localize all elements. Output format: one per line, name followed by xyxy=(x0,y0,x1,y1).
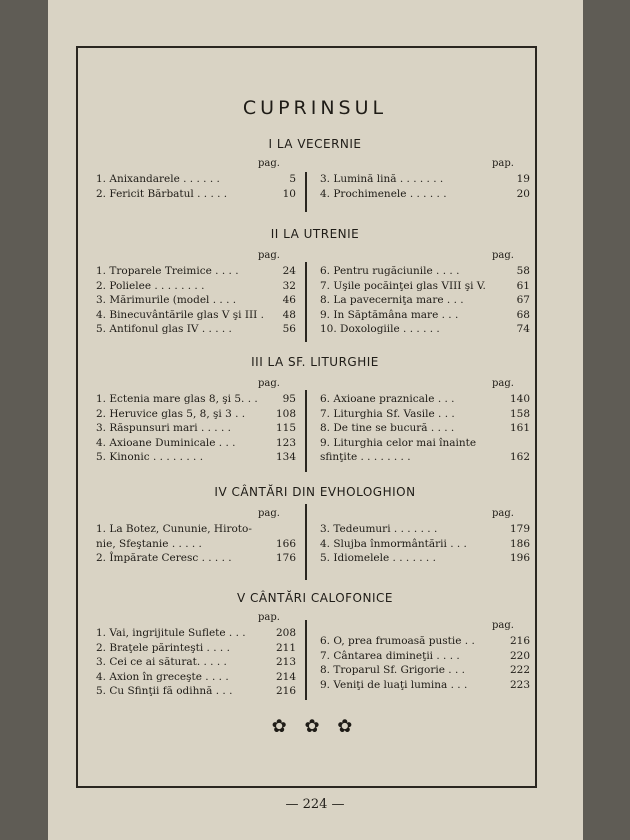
section-4-left xyxy=(96,508,296,566)
section-heading-3: III LA SF. LITURGHIE xyxy=(251,355,379,369)
toc-entry: 4. Slujba înmormântării . . . 186 xyxy=(320,537,530,550)
section-5-left xyxy=(96,612,296,699)
section-heading-5: V CÂNTĂRI CALOFONICE xyxy=(237,591,393,605)
page-title: CUPRINSUL xyxy=(242,97,388,119)
section-2-right xyxy=(320,250,530,337)
toc-entry: 1. Troparele Treimice . . . . 24 xyxy=(96,265,296,277)
toc-entry: 5. Idiomelele . . . . . . . 196 xyxy=(320,552,530,565)
toc-entry: 8. De tine se bucură . . . . 161 xyxy=(320,422,530,435)
section-2-left xyxy=(96,250,296,337)
toc-entry: 3. Mărimurile (model . . . . 46 xyxy=(96,294,296,307)
page-number: — 224 — xyxy=(285,797,345,812)
section-1-right xyxy=(320,158,530,201)
toc-entry: 3. Lumină lină . . . . . . . 19 xyxy=(320,173,530,185)
toc-entry: 2. Braţele părinteşti . . . . 211 xyxy=(96,641,296,654)
pag-label: pap. xyxy=(492,158,514,169)
toc-entry: 3. Tedeumuri . . . . . . . 179 xyxy=(320,523,530,535)
toc-entry: 8. La pavecerniţa mare . . . 67 xyxy=(320,294,530,307)
toc-entry: 9. In Săptămâna mare . . . 68 xyxy=(320,308,530,321)
toc-entry: 1. Anixandarele . . . . . . 5 xyxy=(96,173,296,185)
toc-entry: 1. Ectenia mare glas 8, şi 5. . . 95 xyxy=(96,393,296,405)
toc-entry: 3. Răspunsuri mari . . . . . 115 xyxy=(96,422,296,435)
toc-entry: 1. La Botez, Cununie, Hiroto- xyxy=(96,523,252,535)
pag-label: pag. xyxy=(258,508,280,519)
toc-entry: 9. Liturghia celor mai înainte xyxy=(320,436,477,449)
section-4-right xyxy=(320,508,530,566)
column-divider xyxy=(305,504,307,580)
pag-label: pap. xyxy=(258,612,280,623)
flourish-ornament-icon: ✿ ✿ ✿ xyxy=(271,716,359,737)
column-divider xyxy=(305,390,307,472)
pag-label: pag. xyxy=(258,250,280,261)
section-1-left xyxy=(96,158,296,201)
toc-entry: 7. Cântarea dimineţii . . . . 220 xyxy=(320,649,530,662)
toc-entry: 6. Pentru rugăciunile . . . . 58 xyxy=(320,265,530,277)
toc-entry: 5. Cu Sfinţii fă odihnă . . . 216 xyxy=(96,685,296,698)
toc-entry: 6. Axioane praznicale . . . 140 xyxy=(320,393,530,405)
toc-entry: nie, Sfeştanie . . . . . 166 xyxy=(96,537,296,550)
column-divider xyxy=(305,620,307,700)
toc-entry: 5. Kinonic . . . . . . . . 134 xyxy=(96,451,296,464)
toc-entry: 7. Liturghia Sf. Vasile . . . 158 xyxy=(320,407,530,420)
pag-label: pag. xyxy=(492,250,514,261)
toc-entry: 7. Uşile pocăinţei glas VIII şi V. 61 xyxy=(320,279,530,292)
toc-entry: 10. Doxologiile . . . . . . 74 xyxy=(320,323,530,336)
toc-entry: 6. O, prea frumoasă pustie . . 216 xyxy=(320,635,530,647)
toc-entry: 4. Prochimenele . . . . . . 20 xyxy=(320,187,530,200)
pag-label: pag. xyxy=(258,158,280,169)
toc-entry: 8. Troparul Sf. Grigorie . . . 222 xyxy=(320,664,530,677)
section-3-left xyxy=(96,378,296,465)
section-heading-2: II LA UTRENIE xyxy=(270,227,360,241)
pag-label: pag. xyxy=(492,378,514,389)
section-5-right xyxy=(320,620,530,692)
toc-entry: 4. Binecuvântările glas V şi III . 48 xyxy=(96,308,296,321)
toc-entry: 9. Veniţi de luaţi lumina . . . 223 xyxy=(320,678,530,691)
section-3-right xyxy=(320,378,530,465)
column-divider xyxy=(305,172,307,212)
toc-entry: 2. Împărate Ceresc . . . . . 176 xyxy=(96,552,296,565)
toc-entry: 1. Vai, ingrijitule Suflete . . . 208 xyxy=(96,627,296,639)
pag-label: pag. xyxy=(258,378,280,389)
toc-entry: 2. Fericit Bărbatul . . . . . 10 xyxy=(96,187,296,200)
pag-label: pag. xyxy=(492,508,514,519)
toc-entry: sfinţite . . . . . . . . 162 xyxy=(320,451,530,464)
section-heading-4: IV CÂNTĂRI DIN EVHOLOGHION xyxy=(214,485,416,499)
toc-entry: 3. Cei ce ai săturat. . . . . 213 xyxy=(96,656,296,669)
pag-label: pag. xyxy=(492,620,514,631)
section-heading-1: I LA VECERNIE xyxy=(268,137,362,151)
toc-entry: 4. Axion în greceşte . . . . 214 xyxy=(96,670,296,683)
toc-entry: 5. Antifonul glas IV . . . . . 56 xyxy=(96,323,296,336)
toc-entry: 2. Polielee . . . . . . . . 32 xyxy=(96,279,296,292)
toc-entry: 4. Axioane Duminicale . . . 123 xyxy=(96,436,296,449)
toc-entry: 2. Heruvice glas 5, 8, şi 3 . . 108 xyxy=(96,407,296,420)
column-divider xyxy=(305,262,307,342)
